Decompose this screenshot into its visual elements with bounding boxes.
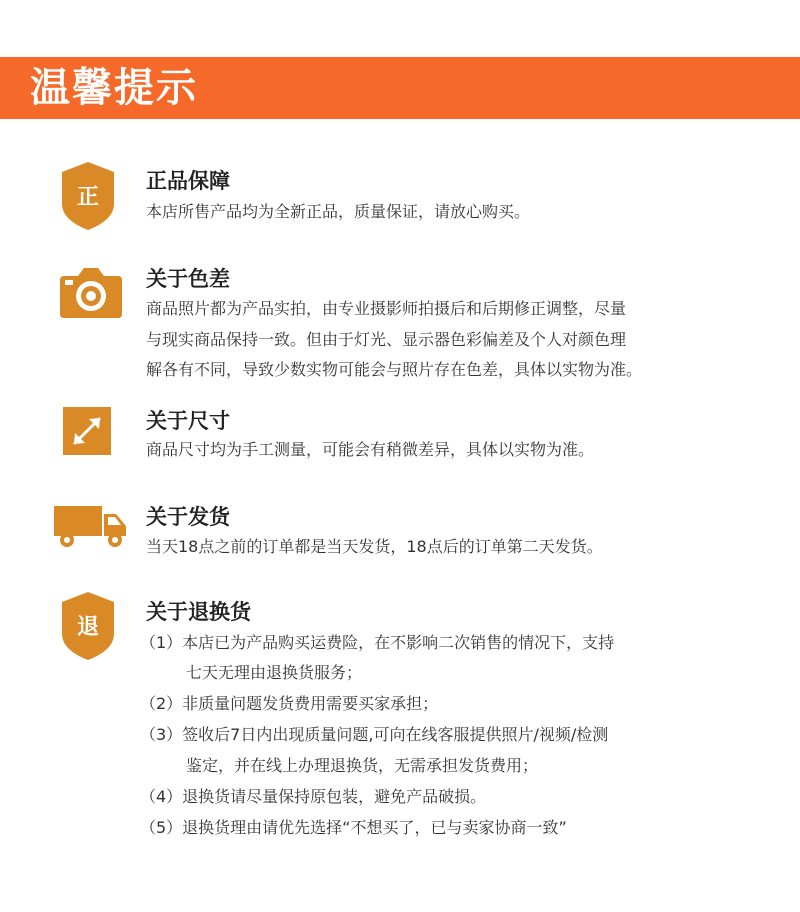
camera-icon <box>60 266 122 318</box>
svg-text:退: 退 <box>76 615 100 640</box>
section-title: 关于尺寸 <box>146 409 230 433</box>
section-text: 与现实商品保持一致。但由于灯光、显示器色彩偏差及个人对颜色理 <box>146 330 627 349</box>
section-text: 当天18点之前的订单都是当天发货，18点后的订单第二天发货。 <box>146 537 603 556</box>
list-item: （2）非质量问题发货费用需要买家承担； <box>140 694 439 713</box>
list-item: （1）本店已为产品购买运费险，在不影响二次销售的情况下，支持 <box>140 633 615 652</box>
list-item: 七天无理由退换货服务； <box>186 663 363 682</box>
section-title: 关于色差 <box>146 267 230 291</box>
section-text: 商品尺寸均为手工测量，可能会有稍微差异，具体以实物为准。 <box>146 440 595 459</box>
section-text: 本店所售产品均为全新正品，质量保证，请放心购买。 <box>146 202 531 221</box>
section-text: 解各有不同，导致少数实物可能会与照片存在色差，具体以实物为准。 <box>146 360 643 379</box>
list-item: 鉴定，并在线上办理退换货，无需承担发货费用； <box>186 756 539 775</box>
section-title: 关于发货 <box>146 505 230 529</box>
section-title: 正品保障 <box>146 169 230 193</box>
section-title: 关于退换货 <box>146 600 251 624</box>
shield-badge-icon <box>62 592 114 660</box>
list-item: （3）签收后7日内出现质量问题,可向在线客服提供照片/视频/检测 <box>140 725 609 744</box>
page-title: 温馨提示 <box>30 65 198 111</box>
delivery-truck-icon <box>54 506 128 548</box>
shield-badge-icon <box>62 162 114 230</box>
list-item: （5）退换货理由请优先选择“不想买了，已与卖家协商一致” <box>140 818 567 837</box>
header-banner <box>0 57 800 119</box>
list-item: （4）退换货请尽量保持原包装，避免产品破损。 <box>140 787 487 806</box>
resize-arrow-icon <box>63 407 111 455</box>
section-text: 商品照片都为产品实拍，由专业摄影师拍摄后和后期修正调整，尽量 <box>146 299 627 318</box>
svg-text:正: 正 <box>76 185 100 210</box>
